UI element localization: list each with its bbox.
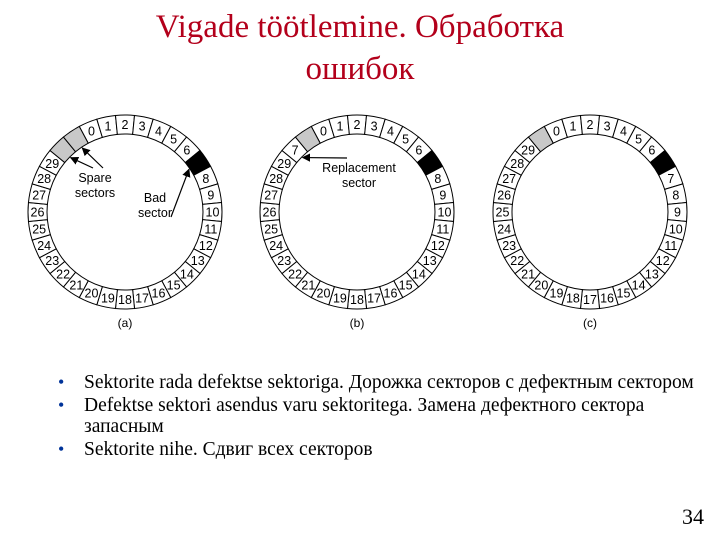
sector-number-label: 24 bbox=[497, 222, 512, 237]
bullet-item-1 bbox=[58, 372, 698, 393]
sector-number-label: 28 bbox=[269, 172, 284, 187]
sector-number-label: 3 bbox=[603, 119, 611, 134]
sector-number-label: 20 bbox=[316, 286, 331, 301]
bullet-marker: • bbox=[58, 395, 65, 415]
sector-number-label: 26 bbox=[30, 205, 45, 220]
page-number: 34 bbox=[682, 504, 704, 529]
sector-number-label: 10 bbox=[668, 222, 683, 237]
sector-number-label: 20 bbox=[84, 286, 99, 301]
sector-number-label: 5 bbox=[402, 132, 410, 147]
sector-number-label: 14 bbox=[411, 267, 426, 282]
sector-number-label: 11 bbox=[204, 222, 218, 237]
sector-number-label: 2 bbox=[121, 118, 129, 132]
sector-number-label: 27 bbox=[264, 188, 279, 203]
sector-number-label: 16 bbox=[383, 286, 398, 301]
sector-number-label: 28 bbox=[510, 156, 525, 171]
annotation-1-2-text: Bad bbox=[143, 191, 167, 205]
sector-number-label: 12 bbox=[655, 254, 670, 269]
sector-number-label: 25 bbox=[264, 222, 279, 237]
sector-number-label: 15 bbox=[616, 286, 631, 301]
sector-number-label: 6 bbox=[648, 143, 656, 158]
sector-number-label: 11 bbox=[436, 222, 450, 237]
annotation-2-1-text: Replacement bbox=[322, 161, 396, 175]
sector-number-label: 13 bbox=[422, 254, 437, 269]
sector-number-label: 22 bbox=[56, 267, 71, 282]
sector-number-label: 25 bbox=[495, 205, 510, 220]
sector-number-label: 6 bbox=[415, 143, 423, 158]
sector-number-label: 18 bbox=[565, 291, 580, 306]
annotation-1-1-arrow bbox=[71, 158, 93, 168]
sector-number-label: 23 bbox=[502, 238, 517, 253]
sector-number-label: 9 bbox=[674, 205, 681, 220]
bullet-marker: • bbox=[58, 372, 65, 392]
sector-number-label: 9 bbox=[439, 188, 447, 203]
sector-number-label: 21 bbox=[301, 278, 316, 293]
sector-number-label: 5 bbox=[635, 132, 643, 147]
sector-number-label: 1 bbox=[104, 119, 112, 134]
sector-number-label: 1 bbox=[336, 119, 344, 134]
sector-number-label: 14 bbox=[179, 267, 194, 282]
sector-number-label: 23 bbox=[45, 254, 60, 269]
sector-number-label: 3 bbox=[138, 119, 146, 134]
sector-number-label: 18 bbox=[118, 293, 132, 307]
sector-number-label: 23 bbox=[277, 254, 292, 269]
sector-number-label: 28 bbox=[37, 172, 52, 187]
sector-number-label: 29 bbox=[521, 143, 536, 158]
sector-number-label: 26 bbox=[262, 205, 277, 220]
bullet-item-2 bbox=[58, 395, 698, 437]
sector-number-label: 8 bbox=[434, 172, 442, 187]
sector-number-label: 19 bbox=[549, 286, 564, 301]
sector-number-label: 0 bbox=[553, 124, 560, 139]
sector-number-label: 27 bbox=[502, 172, 517, 187]
bullet-text-2: Defektse sektori asendus varu sektoritega. Замена дефектного сектора запасным bbox=[84, 395, 645, 437]
sector-number-label: 1 bbox=[569, 119, 577, 134]
sector-number-label: 26 bbox=[497, 188, 512, 203]
sector-number-label: 12 bbox=[430, 238, 445, 253]
annotation-2-1-text: sector bbox=[341, 176, 377, 190]
sector-number-label: 24 bbox=[269, 238, 284, 253]
sector-number-label: 17 bbox=[583, 293, 597, 307]
sector-number-label: 19 bbox=[100, 291, 115, 306]
sector-number-label: 13 bbox=[644, 267, 659, 282]
annotation-1-1-text: sectors bbox=[74, 186, 116, 200]
sector-number-label: 15 bbox=[166, 278, 181, 293]
sector-number-label: 0 bbox=[320, 124, 327, 139]
bullet-text-1: Sektorite rada defektse sektoriga. Дорожка секторов с дефектным сектором bbox=[84, 372, 694, 393]
caption-2: (b) bbox=[349, 316, 365, 330]
bullet-marker: • bbox=[58, 439, 65, 459]
sector-number-label: 10 bbox=[205, 205, 220, 220]
sector-number-label: 4 bbox=[155, 124, 162, 139]
sector-number-label: 6 bbox=[183, 143, 191, 158]
sector-number-label: 8 bbox=[202, 172, 210, 187]
sector-number-label: 5 bbox=[170, 132, 178, 147]
caption-1: (a) bbox=[117, 316, 133, 330]
sector-number-label: 11 bbox=[664, 238, 678, 253]
sector-number-label: 7 bbox=[667, 172, 675, 187]
sector-number-label: 22 bbox=[510, 254, 525, 269]
sector-number-label: 20 bbox=[534, 278, 549, 293]
sector-number-label: 16 bbox=[600, 291, 615, 306]
sector-number-label: 22 bbox=[288, 267, 303, 282]
sector-number-label: 8 bbox=[672, 188, 680, 203]
annotation-1-2-text: sector bbox=[137, 206, 173, 220]
bullet-list bbox=[58, 372, 698, 462]
bullet-item-3 bbox=[58, 439, 698, 460]
sector-number-label: 21 bbox=[521, 267, 536, 282]
sector-number-label: 21 bbox=[69, 278, 84, 293]
caption-3: (c) bbox=[583, 316, 597, 330]
sector-number-label: 12 bbox=[198, 238, 213, 253]
sector-number-label: 2 bbox=[353, 118, 361, 132]
disk-sector-diagram bbox=[0, 100, 720, 340]
sector-number-label: 24 bbox=[37, 238, 52, 253]
sector-number-label: 29 bbox=[45, 156, 60, 171]
sector-number-label: 17 bbox=[367, 291, 382, 306]
annotation-1-2-arrow bbox=[171, 169, 189, 217]
sector-number-label: 4 bbox=[387, 124, 394, 139]
sector-number-label: 13 bbox=[190, 254, 205, 269]
sector-number-label: 3 bbox=[370, 119, 378, 134]
sector-number-label: 9 bbox=[207, 188, 215, 203]
sector-number-label: 15 bbox=[398, 278, 413, 293]
bullet-text-3: Sektorite nihe. Сдвиг всех секторов bbox=[84, 439, 373, 460]
slide-title-line-1: Vigade töötlemine. Обработка bbox=[155, 9, 565, 45]
slide-title-line-2: ошибок bbox=[305, 51, 415, 87]
sector-number-label: 25 bbox=[32, 222, 47, 237]
sector-number-label: 18 bbox=[350, 293, 364, 307]
sector-number-label: 16 bbox=[151, 286, 166, 301]
sector-number-label: 19 bbox=[332, 291, 347, 306]
slide-title bbox=[0, 6, 720, 90]
sector-number-label: 10 bbox=[437, 205, 452, 220]
sector-number-label: 4 bbox=[620, 124, 627, 139]
annotation-1-1-text: Spare bbox=[78, 171, 112, 185]
sector-number-label: 29 bbox=[277, 156, 292, 171]
sector-number-label: 2 bbox=[586, 118, 594, 132]
sector-number-label: 0 bbox=[88, 124, 95, 139]
sector-number-label: 27 bbox=[32, 188, 47, 203]
sector-number-label: 17 bbox=[135, 291, 150, 306]
sector-number-label: 7 bbox=[291, 143, 299, 158]
sector-number-label: 14 bbox=[631, 278, 646, 293]
